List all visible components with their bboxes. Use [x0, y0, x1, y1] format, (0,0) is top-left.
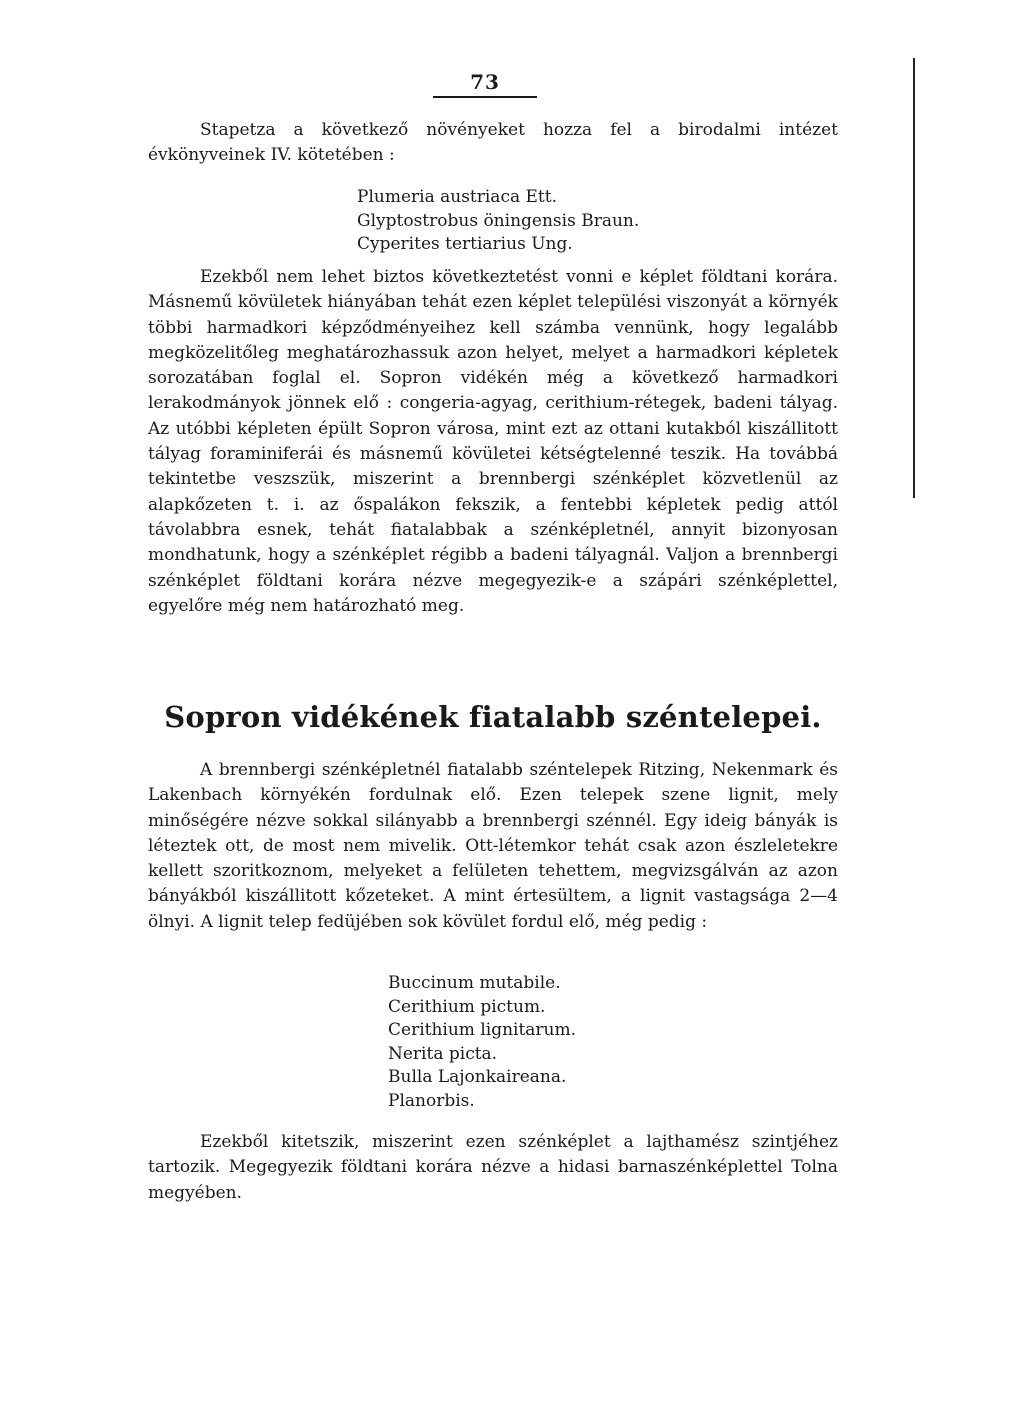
- list-item: Bulla Lajonkaireana.: [388, 1067, 567, 1087]
- section-heading: Sopron vidékének fiatalabb széntelepei.: [164, 700, 822, 734]
- list-item: Plumeria austriaca Ett.: [357, 187, 557, 207]
- page-edge-line: [913, 58, 915, 498]
- list-item: Buccinum mutabile.: [388, 973, 561, 993]
- body-paragraph-1: [148, 265, 838, 619]
- list-item: Planorbis.: [388, 1090, 475, 1111]
- plant-list: [357, 186, 639, 257]
- fossil-list: [388, 972, 576, 1113]
- page-number-rule: [433, 96, 537, 98]
- body-paragraph-2-text: A brennbergi szénképletnél fiatalabb széntelepek Ritzing, Nekenmark és Lakenbach környékén fordulnak elő. Ezen telepek szene lignit, mely minőségére nézve sokkal silányabb a brennbergi szénnél. Egy ideig bányák is léteztek ott, de most nem mivelik. Ott-létemkor tehát csak azon észleletekre kellett szoritkoznom, melyeket a felületen tehettem, megvizsgálván az azon bányákból kiszállitott kőzeteket. A mint értesültem, a lignit vastagsága 2—4 ölnyi. A lignit telep fedüjében sok kövület fordul elő, még pedig :: [148, 760, 838, 932]
- intro-paragraph-text: Stapetza a következő növényeket hozza fel a birodalmi intézet évkönyveinek IV. kötetében :: [148, 120, 838, 166]
- body-paragraph-1-text: Ezekből nem lehet biztos következtetést vonni e képlet földtani korára. Másnemű kövületek hiányában tehát ezen képlet települési viszonyát a környék többi harmadkori képződményeihez kell számba vennünk, hogy legalább megközelitőleg meghatározhassuk azon helyet, melyet a harmadkori képletek sorozatában foglal el. Sopron vidékén még a következő harmadkori lerakodmányok jönnek elő : congeria-agyag, cerithium-rétegek, badeni tályag. Az utóbbi képleten épült Sopron városa, mint ezt az ottani kutakból kiszállitott tályag foraminiferái és másnemű kövületei kétségtelenné teszik. Ha továbbá tekintetbe veszszük, miszerint a brennbergi szénképlet közvetlenül az alapkőzeten t. i. az őspalákon fekszik, a fentebbi képletek pedig attól távolabbra esnek, tehát fiatalabbak a szénképletnél, annyit bizonyosan mondhatunk, hogy a szénképlet régibb a badeni tályagnál. Valjon a brennbergi szénképlet földtani korára nézve megegyezik-e a szápári szénképlettel, egyelőre még nem határozható meg.: [148, 267, 838, 616]
- body-paragraph-2: [148, 758, 838, 935]
- closing-paragraph: [148, 1130, 838, 1206]
- list-item: Cyperites tertiarius Ung.: [357, 234, 573, 254]
- list-item: Cerithium pictum.: [388, 996, 546, 1017]
- intro-paragraph: [148, 118, 838, 169]
- list-item: Glyptostrobus öningensis Braun.: [357, 210, 640, 231]
- list-item: Nerita picta.: [388, 1043, 498, 1064]
- closing-paragraph-text: Ezekből kitetszik, miszerint ezen szénképlet a lajthamész szintjéhez tartozik. Megegyezik földtani korára nézve a hidasi barnaszénképlettel Tolna megyében.: [148, 1132, 838, 1203]
- page-number: 73: [470, 70, 500, 94]
- list-item: Cerithium lignitarum.: [388, 1020, 577, 1040]
